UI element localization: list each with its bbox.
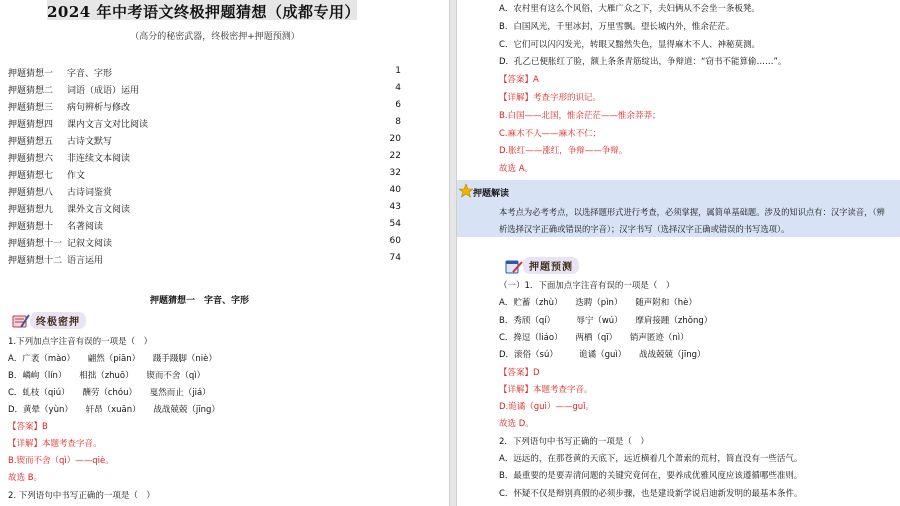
toc-entry[interactable] — [8, 168, 401, 182]
toc-entry[interactable] — [8, 236, 401, 250]
right-line: C．它们可以闪闪发光，转眼又黯然失色，显得麻木不人、神秘莫测。 — [499, 39, 760, 50]
toc-label: 押题猜想七 — [8, 171, 54, 181]
toc-entry[interactable] — [8, 219, 401, 233]
toc-page: 8 — [395, 117, 401, 127]
right-line: D．孔乙已便胀红了脸，额上条条青筋绽出，争辩道：“窃书不能算偷……”。 — [499, 57, 787, 68]
analysis-line: 析选择汉字正确或错误的字音）；汉字书写（选择汉字正确或错误的书写选项）。 — [499, 224, 790, 234]
left-line: 故选 B。 — [8, 473, 43, 483]
document-title: 2024 年中考语文终极押题猜想（成都专用） — [47, 3, 360, 21]
right-practice-line: 2．下列语句中书写正确的一项是（ ） — [499, 436, 649, 447]
toc-title: 古诗文默写 — [67, 137, 113, 147]
right-practice-line: A．贮蓄（zhù） 迭聘（pìn） 随声附和（hè） — [499, 298, 697, 309]
left-line: 1.下列加点字注音有误的一项是（ ） — [8, 337, 153, 347]
toc-page: 20 — [389, 134, 401, 144]
toc-title: 名著阅读 — [67, 222, 104, 232]
left-line: 【答案】B — [8, 422, 48, 432]
toc-label: 押题猜想十 — [8, 222, 54, 232]
banner-label: 押题预测 — [523, 257, 579, 274]
toc-page: 22 — [389, 151, 401, 161]
toc-entry[interactable] — [8, 202, 401, 216]
right-practice-line: C．怀疑不仅是辩别真假的必须步骤，也是建设新学说启迪新发明的最基本条件。 — [499, 488, 803, 499]
toc-label: 押题猜想五 — [8, 137, 54, 147]
toc-title: 课外文言文阅读 — [67, 205, 131, 215]
toc-page: 4 — [395, 83, 401, 93]
left-line: 2. 下列语句中书写正确的一项是（ ） — [8, 491, 155, 501]
toc-title: 非连续文本阅读 — [67, 154, 131, 164]
page-gutter — [449, 0, 457, 506]
toc-entry[interactable] — [8, 100, 401, 114]
toc-page: 54 — [389, 219, 401, 229]
right-line: B.白国——北国，惟余茫茫——惟余莽莽； — [499, 110, 661, 121]
toc-page: 6 — [395, 100, 401, 110]
right-practice-line: D．滚俗（sú） 诡谲（guì） 战战兢兢（jīng） — [499, 350, 706, 361]
document-subtitle: （高分的秘密武器，终极密押+押题预测） — [130, 32, 300, 42]
toc-title: 字音、字形 — [67, 69, 113, 79]
left-line: B．嶙峋（lín） 相拙（zhuō） 锲而不舍（qì） — [8, 371, 206, 381]
toc-title: 词语（成语）运用 — [67, 86, 140, 96]
toc-title: 语言运用 — [67, 256, 104, 266]
right-line: 【详解】考查字形的识记。 — [499, 93, 602, 103]
right-practice-line: 【答案】D — [499, 367, 540, 378]
toc-entry[interactable] — [8, 253, 401, 267]
right-practice-line: B．最重要的是要弄清问题的关键究竟何在，要养成优雅风度应该遵循哪些准则。 — [499, 471, 803, 482]
prediction-banner — [505, 257, 579, 274]
right-practice-line: C．搀逗（liáo） 两栖（qī） 销声匿迹（nì） — [499, 332, 689, 343]
toc-label: 押题猜想四 — [8, 120, 54, 130]
calendar-pen-icon — [505, 258, 523, 274]
star-trophy-icon — [459, 183, 473, 199]
section-heading: 押题猜想一 字音、字形 — [150, 296, 250, 306]
toc-title: 古诗词鉴赏 — [67, 188, 113, 198]
right-line: B．白国风光，千里冰封，万里雪飘。望长城内外，惟余茫茫。 — [499, 21, 735, 32]
toc-entry[interactable] — [8, 134, 401, 148]
toc-page: 40 — [389, 185, 401, 195]
right-line: A．农村里有这么个风俗，大雁广众之下，夫妇俩从不会坐一条板凳。 — [499, 4, 760, 14]
toc-label: 押题猜想六 — [8, 154, 54, 164]
right-practice-line: A．远远的，在那苍黄的天底下，远近横着几个萧索的荒村，简直没有一些活气。 — [499, 454, 803, 464]
toc-title: 记叙文阅读 — [67, 239, 113, 249]
banner-label: 终极密押 — [30, 312, 86, 329]
toc-label: 押题猜想三 — [8, 103, 54, 113]
toc-entry[interactable] — [8, 66, 401, 80]
left-page — [0, 0, 449, 506]
left-line: D．黄晕（yùn） 轩昂（xuān） 战战兢兢（jīng） — [8, 405, 220, 415]
pen-ruler-icon — [12, 313, 30, 329]
toc-page: 1 — [395, 66, 401, 76]
toc-page: 74 — [389, 253, 401, 263]
left-line: A．广袤（mào） 翩然（piān） 蹑手蹑脚（niè） — [8, 354, 217, 364]
toc-entry[interactable] — [8, 185, 401, 199]
toc-page: 60 — [389, 236, 401, 246]
toc-label: 押题猜想十一 — [8, 239, 63, 249]
analysis-line: 本考点为必考考点，以选择题形式进行考查，必须掌握，属简单基础题。涉及的知识点有：汉字读音，（辨 — [499, 207, 885, 217]
left-line: C．虬枝（qiú） 酬劳（chóu） 戛然而止（jiá） — [8, 388, 211, 398]
toc-label: 押题猜想九 — [8, 205, 54, 215]
left-line: 【详解】本题考查字音。 — [8, 439, 102, 449]
toc-page: 32 — [389, 168, 401, 178]
toc-entry[interactable] — [8, 151, 401, 165]
right-practice-line: （一）1．下面加点字注音有误的一项是（ ） — [499, 281, 675, 291]
right-line: 故选 A。 — [499, 164, 534, 175]
right-practice-line: B．秀颀（qí） 辱宁（wú） 摩肩接踵（zhǒng） — [499, 315, 713, 326]
toc-title: 作文 — [67, 171, 86, 181]
toc-entry[interactable] — [8, 83, 401, 97]
right-practice-line: 故选 D。 — [499, 419, 534, 430]
right-line: D.胀红——涨红，争辩——争辩。 — [499, 146, 628, 157]
left-line: B.锲而不舍（qì）——qiè。 — [8, 456, 114, 466]
right-practice-line: 【详解】本题考查字音。 — [499, 384, 593, 395]
right-practice-line: D.诡谲（guì）——guǐ。 — [499, 402, 595, 413]
toc-label: 押题猜想八 — [8, 188, 54, 198]
analysis-title: 押题解读 — [473, 189, 510, 199]
toc-entry[interactable] — [8, 117, 401, 131]
toc-label: 押题猜想十二 — [8, 256, 63, 266]
toc-page: 43 — [389, 202, 401, 212]
final-prediction-banner — [12, 312, 86, 329]
toc-title: 病句辨析与修改 — [67, 103, 131, 113]
toc-title: 课内文言文对比阅读 — [67, 120, 149, 130]
right-line: C.麻木不人——麻木不仁； — [499, 128, 602, 139]
right-page — [457, 0, 900, 506]
right-line: 【答案】A — [499, 75, 539, 86]
toc-label: 押题猜想二 — [8, 86, 54, 96]
toc-label: 押题猜想一 — [8, 69, 54, 79]
